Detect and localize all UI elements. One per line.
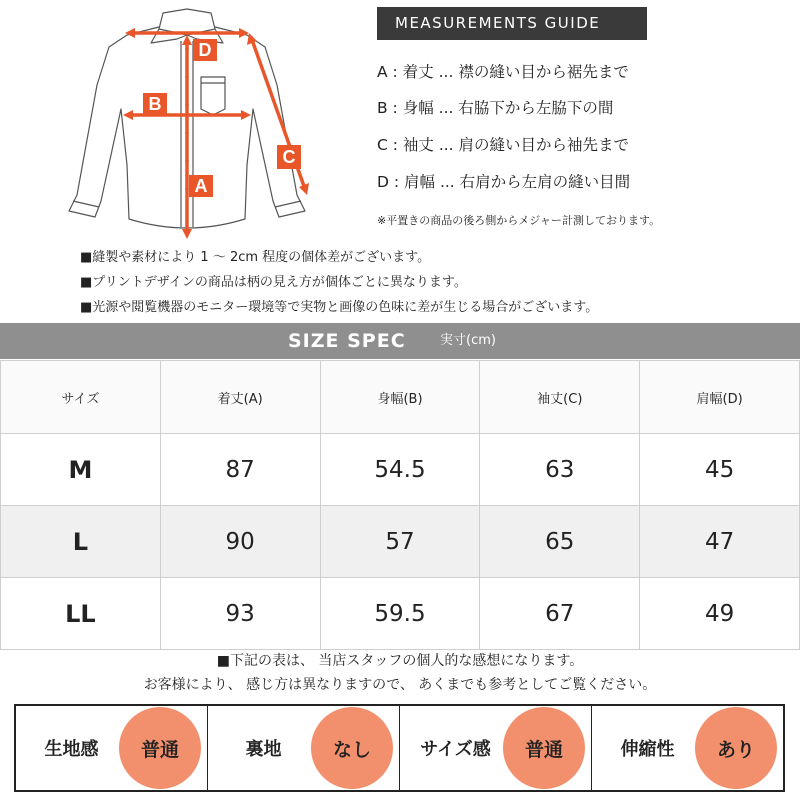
header-shoulder: 肩幅(D)	[640, 361, 800, 434]
value-cell: 57	[320, 506, 480, 578]
size-spec-table	[0, 360, 800, 650]
header-sleeve: 袖丈(C)	[480, 361, 640, 434]
feel-item-stretch	[591, 706, 783, 790]
value-cell: 45	[640, 434, 800, 506]
value-cell: 54.5	[320, 434, 480, 506]
measurements-guide-title: MEASUREMENTS GUIDE	[377, 7, 647, 40]
value-cell: 59.5	[320, 578, 480, 650]
feel-label: 裏地	[245, 739, 282, 760]
size-cell: M	[1, 434, 161, 506]
size-spec-unit: 実寸(cm)	[440, 333, 496, 348]
guide-row-b: B : 身幅 ... 右脇下から左脇下の間	[377, 99, 614, 117]
guide-row-d: D : 肩幅 ... 右肩から左肩の縫い目間	[377, 173, 631, 191]
svg-text:C: C	[282, 147, 296, 167]
svg-text:D: D	[198, 40, 212, 60]
table-row	[1, 506, 800, 578]
table-header-row	[1, 361, 800, 434]
size-cell: L	[1, 506, 161, 578]
label-c	[277, 145, 301, 169]
value-cell: 87	[160, 434, 320, 506]
note-line-2: ■プリントデザインの商品は柄の見え方が個体ごとに異なります。	[80, 275, 467, 290]
feel-note-line-2: お客様により、 感じ方は異なりますので、 あくまでも参考としてご覧ください。	[143, 677, 657, 693]
feel-value-badge: 普通	[119, 707, 201, 789]
note-line-1: ■縫製や素材により 1 ～ 2cm 程度の個体差がございます。	[80, 250, 431, 265]
feel-label: サイズ感	[420, 739, 491, 760]
header-length: 着丈(A)	[160, 361, 320, 434]
feel-note-line-1: ■下記の表は、 当店スタッフの個人的な感想になります。	[216, 653, 584, 669]
guide-note: ※平置きの商品の後ろ側からメジャー計測しております。	[377, 214, 661, 227]
svg-text:A: A	[194, 176, 208, 196]
guide-row-a: A : 着丈 ... 襟の縫い目から裾先まで	[377, 63, 629, 81]
feel-label: 伸縮性	[620, 739, 675, 760]
shirt-measurement-diagram	[55, 5, 320, 240]
table-row	[1, 434, 800, 506]
label-b	[143, 93, 167, 115]
note-line-3: ■光源や閲覧機器のモニター環境等で実物と画像の色味に差が生じる場合がございます。	[80, 300, 599, 315]
size-spec-title: SIZE SPEC	[288, 330, 406, 352]
value-cell: 67	[480, 578, 640, 650]
feel-value-badge: なし	[311, 707, 393, 789]
feel-item-fit	[399, 706, 591, 790]
fabric-feel-table	[14, 704, 785, 792]
header-width: 身幅(B)	[320, 361, 480, 434]
feel-item-lining	[207, 706, 399, 790]
table-row	[1, 578, 800, 650]
value-cell: 49	[640, 578, 800, 650]
feel-item-fabric	[16, 706, 207, 790]
value-cell: 63	[480, 434, 640, 506]
label-d	[193, 39, 217, 61]
header-size: サイズ	[1, 361, 161, 434]
guide-row-c: C : 袖丈 ... 肩の縫い目から袖先まで	[377, 136, 630, 154]
value-cell: 93	[160, 578, 320, 650]
feel-value-badge: 普通	[503, 707, 585, 789]
svg-text:B: B	[148, 94, 162, 114]
feel-label: 生地感	[44, 739, 99, 760]
value-cell: 47	[640, 506, 800, 578]
value-cell: 90	[160, 506, 320, 578]
size-cell: LL	[1, 578, 161, 650]
feel-value-badge: あり	[695, 707, 777, 789]
label-a	[189, 175, 213, 197]
value-cell: 65	[480, 506, 640, 578]
